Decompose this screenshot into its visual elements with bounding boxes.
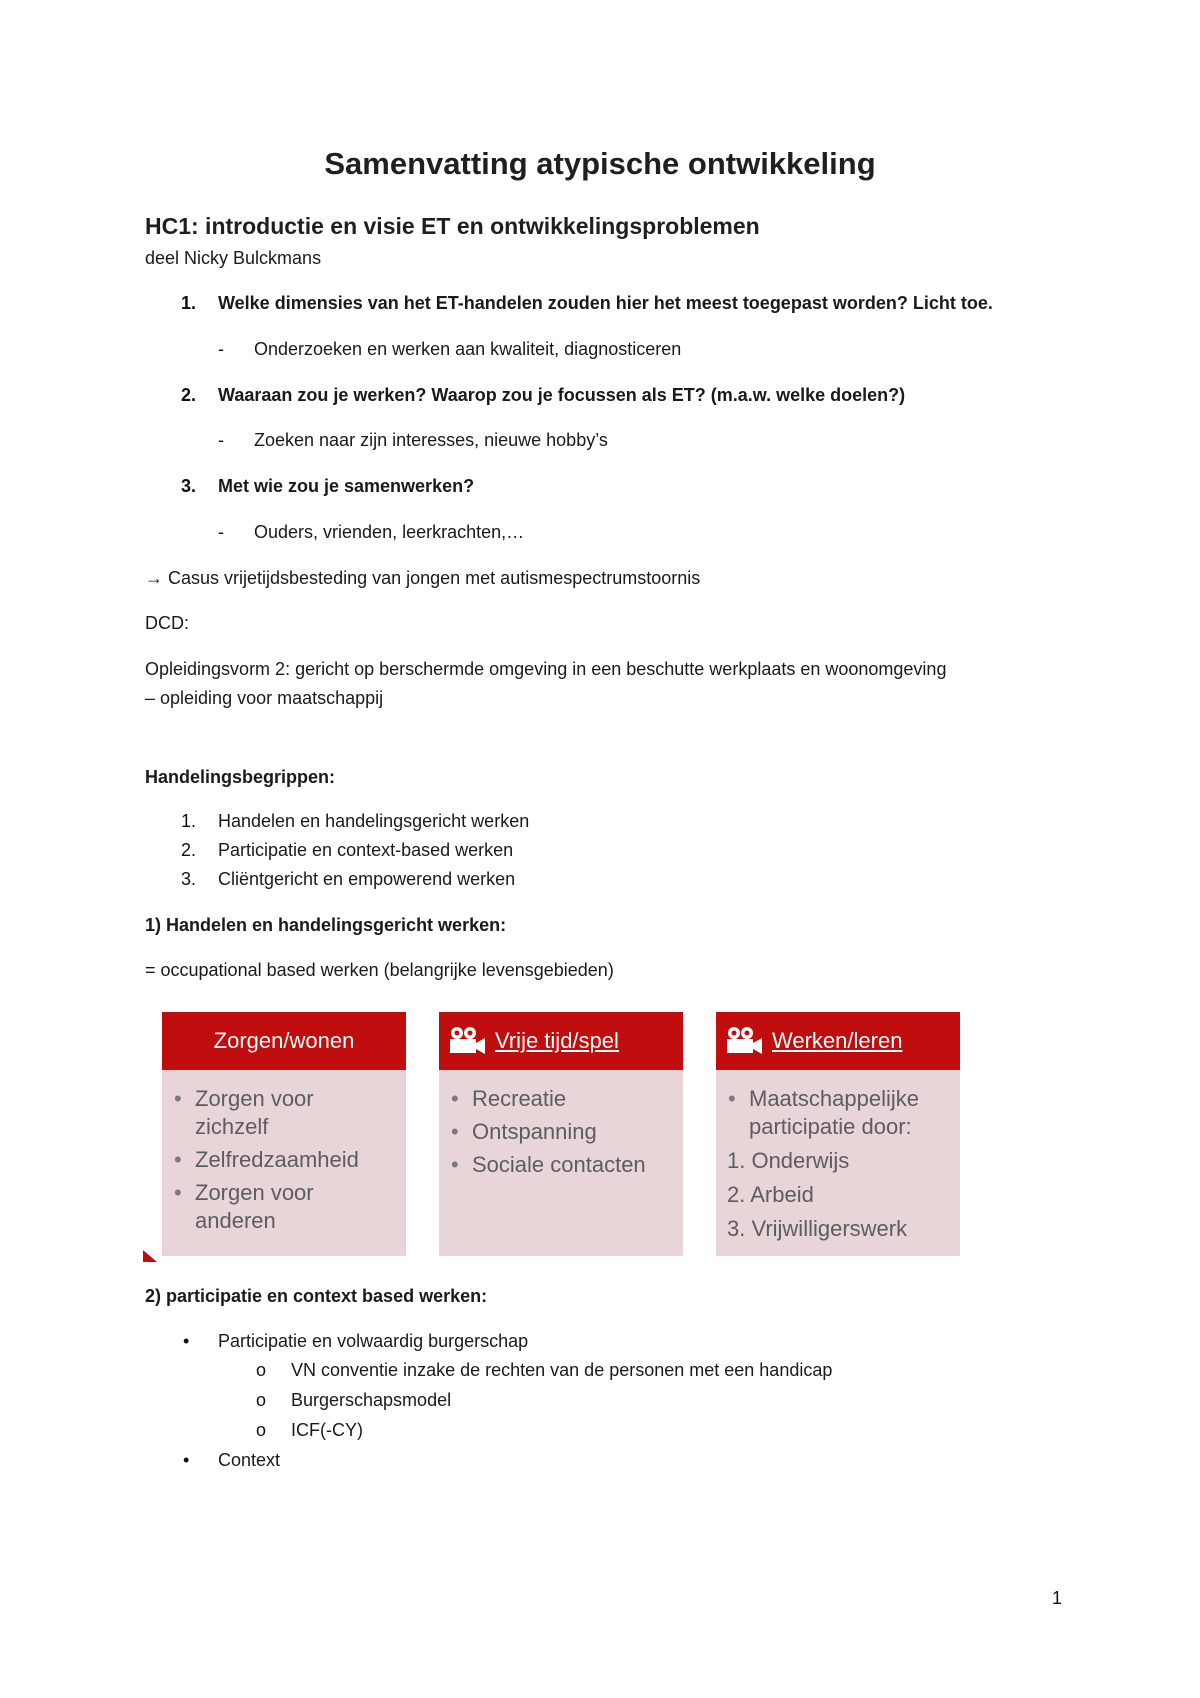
handelings-title: Handelingsbegrippen: bbox=[145, 767, 336, 787]
section2-title: 2) participatie en context based werken: bbox=[145, 1286, 488, 1306]
card-item: • Zorgen voor bbox=[162, 1085, 406, 1113]
movie-camera-icon bbox=[724, 1025, 764, 1057]
card-item: • Maatschappelijke bbox=[716, 1085, 960, 1113]
card-item: 1. Onderwijs bbox=[727, 1148, 850, 1173]
list-item: Cliëntgericht en empowerend werken bbox=[218, 869, 516, 889]
corner-marker bbox=[143, 1250, 157, 1262]
document-title: Samenvatting atypische ontwikkeling bbox=[324, 146, 876, 181]
dash-marker: - bbox=[218, 522, 224, 542]
sub-bullet-item: Burgerschapsmodel bbox=[291, 1390, 452, 1410]
bullet-marker: • bbox=[183, 1450, 190, 1470]
bullet-item: Context bbox=[218, 1450, 281, 1470]
section1-title: 1) Handelen en handelingsgericht werken: bbox=[145, 915, 507, 935]
page-number: 1 bbox=[1052, 1588, 1063, 1608]
question-text: Welke dimensies van het ET-handelen zouden hier het meest toegepast worden? Licht toe. bbox=[218, 293, 993, 313]
question-text: Met wie zou je samenwerken? bbox=[218, 476, 475, 496]
sub-bullet-item: ICF(-CY) bbox=[291, 1420, 363, 1440]
card-header bbox=[439, 1012, 683, 1070]
sub-bullet-marker: o bbox=[256, 1420, 267, 1440]
list-number: 2. bbox=[181, 840, 197, 860]
card-vrije-tijd-spel bbox=[439, 1012, 683, 1256]
answer-text: Zoeken naar zijn interesses, nieuwe hobby’s bbox=[254, 430, 608, 450]
question-number: 2. bbox=[181, 385, 197, 405]
opleiding-line-2: – opleiding voor maatschappij bbox=[145, 688, 384, 708]
card-item: 3. Vrijwilligerswerk bbox=[727, 1216, 908, 1241]
dash-marker: - bbox=[218, 430, 224, 450]
question-text: Waaraan zou je werken? Waarop zou je focussen als ET? (m.a.w. welke doelen?) bbox=[218, 385, 906, 405]
author-line: deel Nicky Bulckmans bbox=[145, 248, 322, 268]
opleiding-line-1: Opleidingsvorm 2: gericht op berschermde omgeving in een beschutte werkplaats en woonomgeving bbox=[145, 659, 947, 679]
list-number: 1. bbox=[181, 811, 197, 831]
list-item: Participatie en context-based werken bbox=[218, 840, 514, 860]
movie-camera-icon bbox=[447, 1025, 487, 1057]
question-number: 3. bbox=[181, 476, 197, 496]
section1-text: = occupational based werken (belangrijke levensgebieden) bbox=[145, 960, 614, 980]
bullet-item: Participatie en volwaardig burgerschap bbox=[218, 1331, 529, 1351]
card-title: Vrije tijd/spel bbox=[495, 1028, 619, 1053]
sub-bullet-marker: o bbox=[256, 1360, 267, 1380]
casus-line: → Casus vrijetijdsbesteding van jongen met autismespectrumstoornis bbox=[145, 568, 701, 588]
card-item: 2. Arbeid bbox=[727, 1182, 814, 1207]
card-item: zichzelf bbox=[195, 1114, 269, 1139]
answer-text: Onderzoeken en werken aan kwaliteit, diagnosticeren bbox=[254, 339, 682, 359]
card-header bbox=[162, 1012, 406, 1070]
answer-text: Ouders, vrienden, leerkrachten,… bbox=[254, 522, 525, 542]
sub-bullet-item: VN conventie inzake de rechten van de personen met een handicap bbox=[291, 1360, 833, 1380]
card-item: • Sociale contacten bbox=[439, 1151, 683, 1179]
sub-bullet-marker: o bbox=[256, 1390, 267, 1410]
bullet-marker: • bbox=[183, 1331, 190, 1351]
card-item: • Zelfredzaamheid bbox=[162, 1146, 406, 1174]
card-item: • Recreatie bbox=[439, 1085, 683, 1113]
card-item: participatie door: bbox=[749, 1114, 912, 1139]
list-number: 3. bbox=[181, 869, 197, 889]
card-zorgen-wonen bbox=[162, 1012, 406, 1256]
dash-marker: - bbox=[218, 339, 224, 359]
card-item: • Zorgen voor bbox=[162, 1179, 406, 1207]
card-item: • Ontspanning bbox=[439, 1118, 683, 1146]
question-number: 1. bbox=[181, 293, 197, 313]
list-item: Handelen en handelingsgericht werken bbox=[218, 811, 530, 831]
dcd-label: DCD: bbox=[145, 613, 189, 633]
card-header bbox=[716, 1012, 960, 1070]
card-title: Werken/leren bbox=[772, 1028, 903, 1053]
card-werken-leren bbox=[716, 1012, 960, 1256]
card-title: Zorgen/wonen bbox=[213, 1028, 355, 1053]
card-item: anderen bbox=[195, 1208, 276, 1233]
heading-hc1: HC1: introductie en visie ET en ontwikkelingsproblemen bbox=[145, 213, 760, 239]
